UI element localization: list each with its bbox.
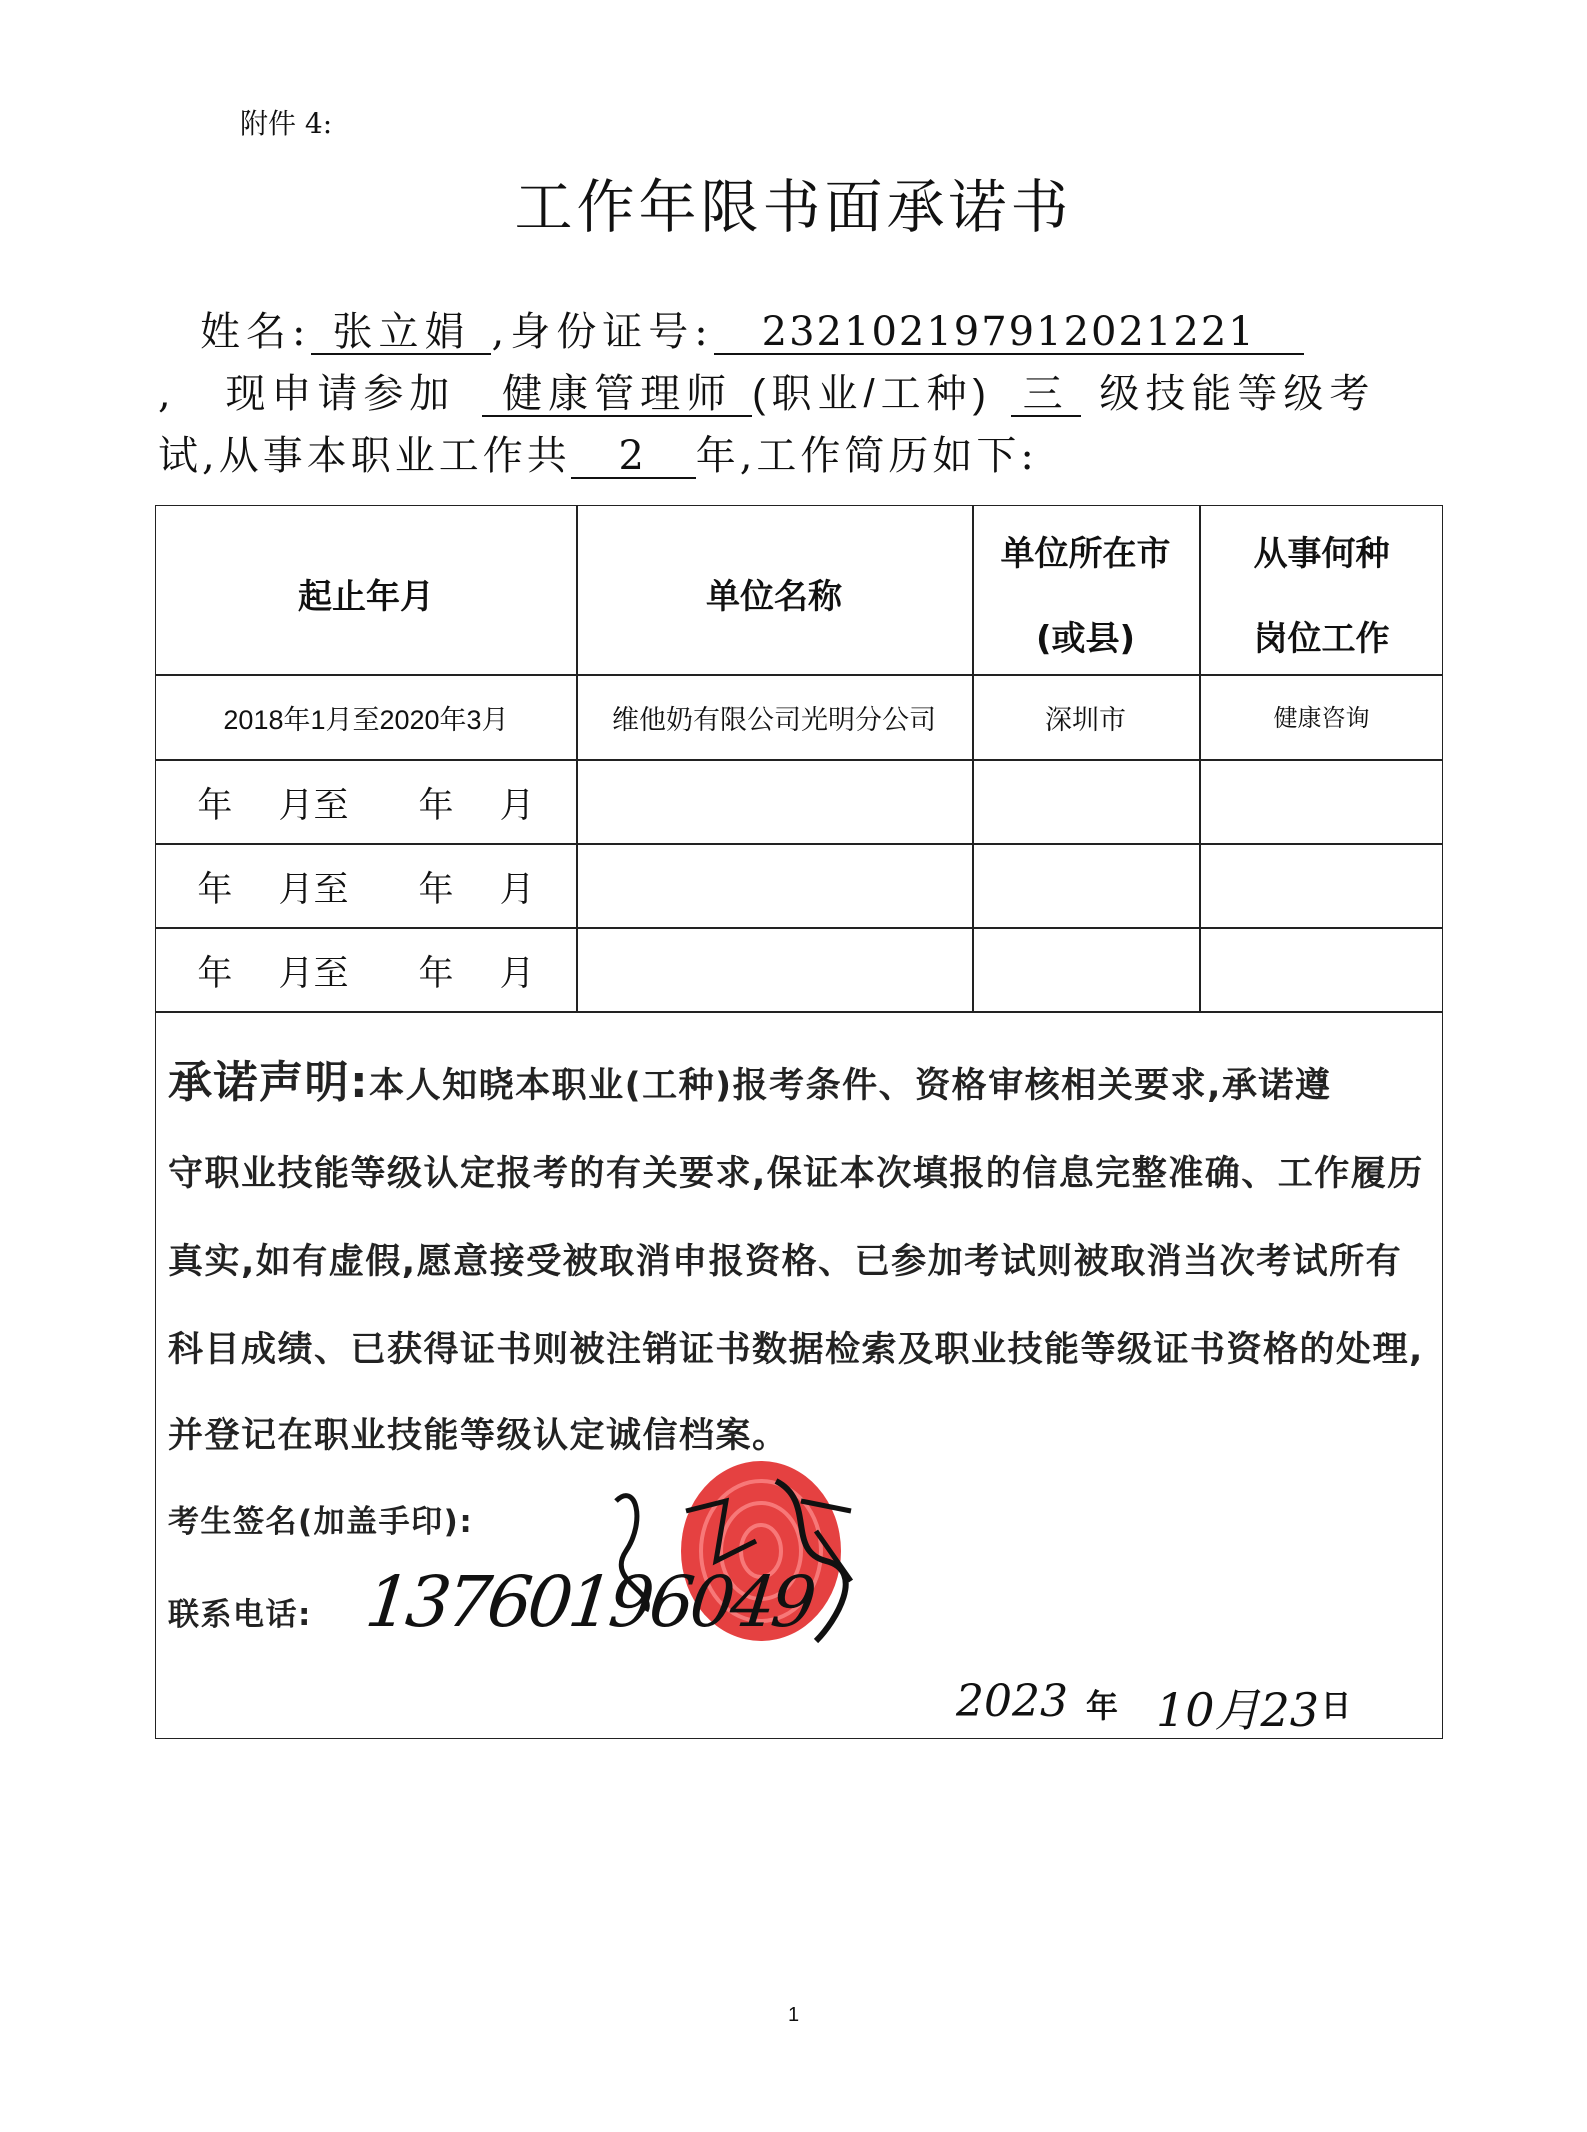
occupation-field: 健康管理师 [482,373,752,417]
intro-line-2 [158,362,1375,419]
header-city-1: 单位所在市 [1000,534,1171,574]
page-number: 1 [787,2004,800,2026]
empty-row-4-period: 年 月至 年 月 [197,954,535,994]
declaration-line-3: 真实,如有虚假,愿意接受被取消申报资格、已参加考试则被取消当次考试所有 [168,1242,1403,1282]
empty-row-3-period: 年 月至 年 月 [197,870,535,910]
years-field: 2 [571,435,696,479]
signature-label: 考生签名(加盖手印): [168,1504,474,1540]
phone-handwritten: 13760196049 [361,1561,817,1643]
declaration-line-1 [168,1046,1430,1110]
header-city-2: (或县) [1035,619,1136,659]
declaration-line-4: 科目成绩、已获得证书则被注销证书数据检索及职业技能等级证书资格的处理, [168,1330,1424,1370]
name-field: 张立娟 [311,311,491,355]
header-post-1: 从事何种 [1253,534,1390,574]
occupation-type: (职业/工种) [752,372,992,416]
row1-city: 深圳市 [1045,705,1126,736]
row1-post: 健康咨询 [1273,704,1370,732]
years-suffix: 年,工作简历如下: [695,433,1038,479]
id-label: ,身份证号: [491,309,714,355]
phone-label: 联系电话: [168,1597,312,1633]
apply-label: 现申请参加 [225,371,456,417]
empty-row-2-period: 年 月至 年 月 [197,786,535,826]
date-day-unit: 日 [1321,1690,1351,1723]
date-year: 2023 [956,1676,1068,1727]
intro-line-3 [158,424,1038,481]
header-post-2: 岗位工作 [1253,619,1390,659]
declaration-line-2: 守职业技能等级认定报考的有关要求,保证本次填报的信息完整准确、工作履历 [168,1154,1424,1194]
declaration-heading: 承诺声明: [168,1057,370,1108]
header-period: 起止年月 [298,577,434,617]
declaration-line-5: 并登记在职业技能等级认定诚信档案。 [168,1416,789,1456]
document-title: 工作年限书面承诺书 [514,173,1073,241]
header-unit: 单位名称 [706,577,842,617]
row1-period: 2018年1月至2020年3月 [223,705,509,735]
comma: , [158,371,177,417]
date-year-unit: 年 [1086,1688,1119,1724]
level-field: 三 [1011,373,1081,417]
exam-tail: 试,从事本职业工作共 [158,433,571,479]
id-number-field: 232102197912021221 [714,311,1304,355]
attachment-label: 附件 4: [240,107,333,140]
declaration-text-1: 本人知晓本职业(工种)报考条件、资格审核相关要求,承诺遵 [369,1066,1332,1106]
name-label: 姓名: [200,309,312,355]
row1-unit: 维他奶有限公司光明分公司 [612,705,936,736]
work-history-form [155,505,1443,1739]
intro-line-1 [200,300,1304,357]
date-month-day: 10月23 [1156,1683,1320,1737]
level-suffix: 级技能等级考 [1099,371,1376,417]
